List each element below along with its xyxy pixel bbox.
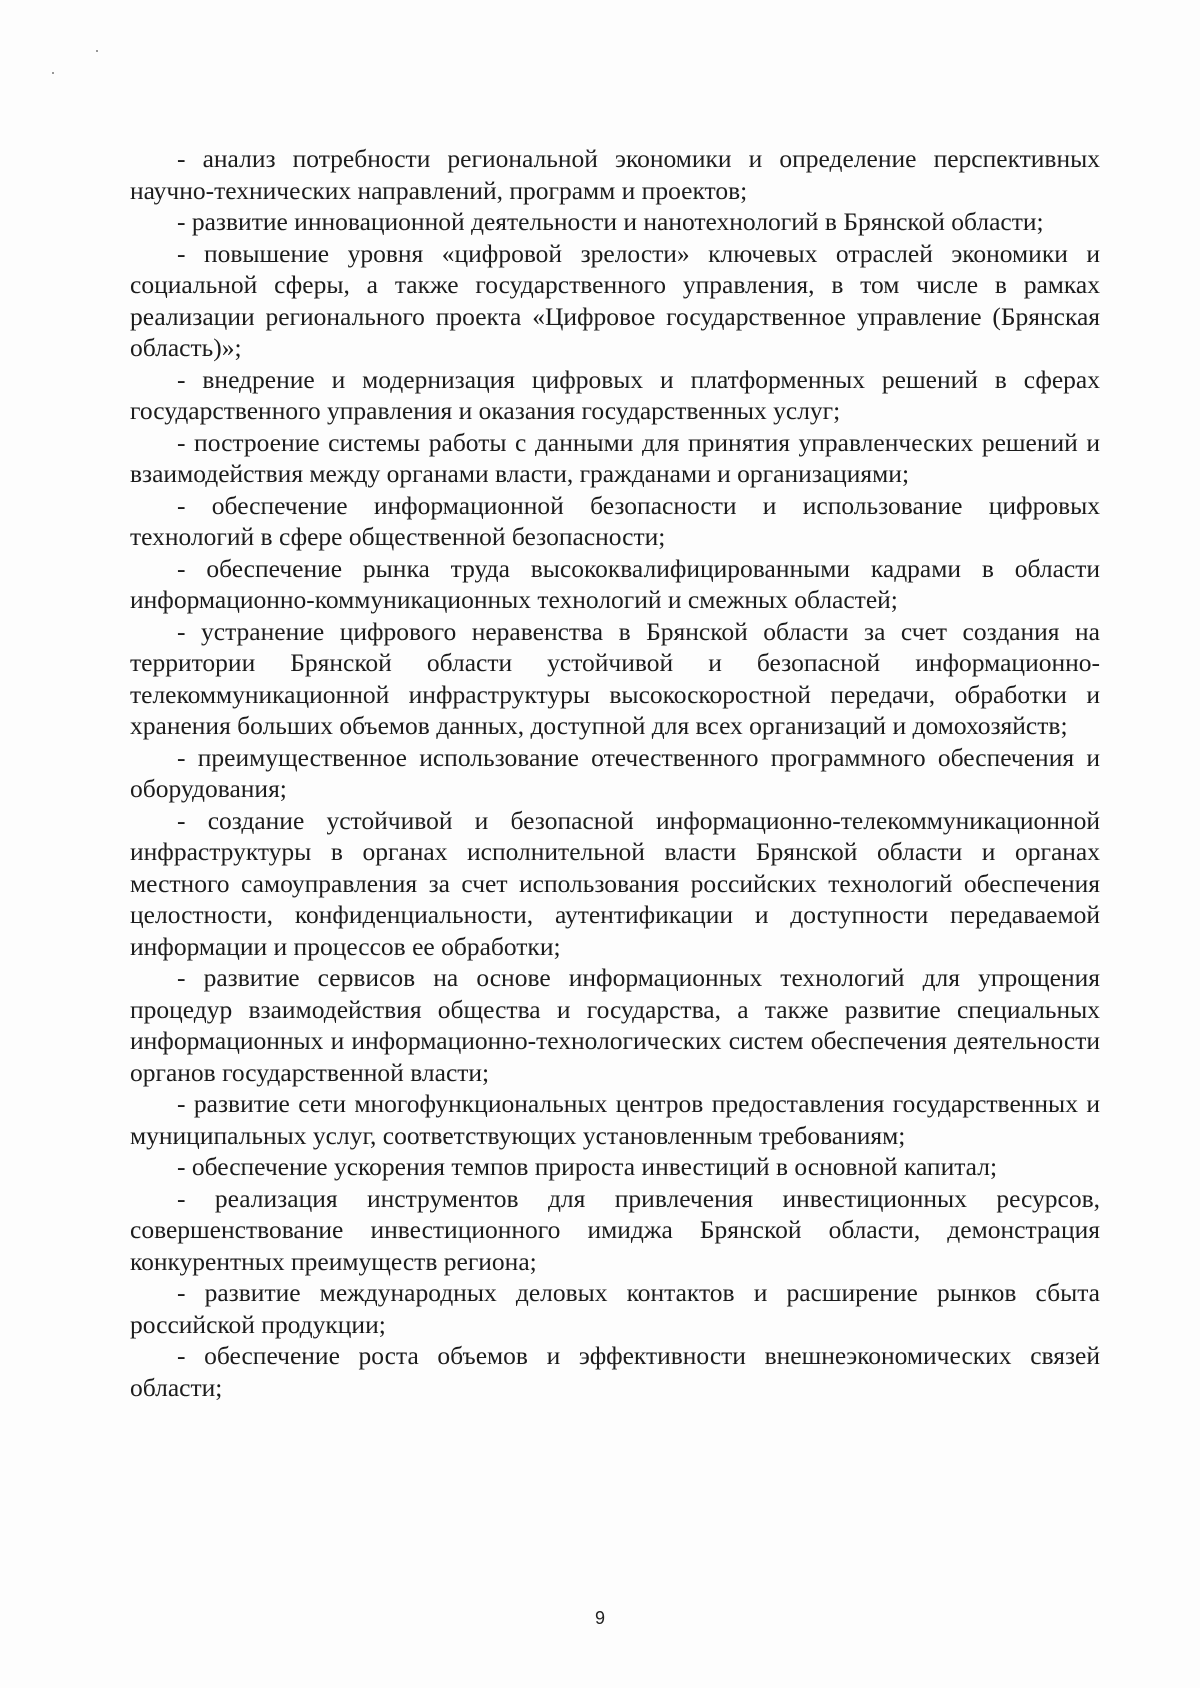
page-number: 9 (594, 1608, 605, 1628)
list-item: - устранение цифрового неравенства в Брянской области за счет создания на территории Брянской области устойчивой и безопасной информационно-телекоммуникационной инфраструктуры высокоскоростной передачи, обработки и хранения больших объемов данных, доступной для всех организаций и домохозяйств; (130, 616, 1100, 740)
list-item: - развитие сети многофункциональных центров предоставления государственных и муниципальных услуг, соответствующих установленным требованиям; (130, 1089, 1100, 1150)
list-item: - внедрение и модернизация цифровых и платформенных решений в сферах государственного управления и оказания государственных услуг; (130, 364, 1100, 425)
list-item: - обеспечение информационной безопасности и использование цифровых технологий в сфере общественной безопасности; (130, 490, 1100, 551)
list-item: - развитие инновационной деятельности и нанотехнологий в Брянской области; (177, 207, 1044, 236)
list-item: - развитие сервисов на основе информационных технологий для упрощения процедур взаимодействия общества и государства, а также развитие специальных информационных и информационно-технологических систем обеспечения деятельности органов государственной власти; (130, 963, 1100, 1087)
list-item: - обеспечение ускорения темпов прироста инвестиций в основной капитал; (177, 1152, 998, 1181)
list-item: - преимущественное использование отечественного программного обеспечения и оборудования; (130, 742, 1100, 803)
list-item: - реализация инструментов для привлечения инвестиционных ресурсов, совершенствование инвестиционного имиджа Брянской области, демонстрация конкурентных преимуществ региона; (130, 1183, 1100, 1276)
list-item: - обеспечение рынка труда высококвалифицированными кадрами в области информационно-коммуникационных технологий и смежных областей; (130, 553, 1100, 614)
list-item: - обеспечение роста объемов и эффективности внешнеэкономических связей области; (130, 1341, 1100, 1402)
list-item: - развитие международных деловых контактов и расширение рынков сбыта российской продукции; (130, 1278, 1100, 1339)
list-item: - создание устойчивой и безопасной информационно-телекоммуникационной инфраструктуры в органах исполнительной власти Брянской области и органах местного самоуправления за счет использования российских технологий обеспечения целостности, конфиденциальности, аутентификации и доступности передаваемой информации и процессов ее обработки; (130, 805, 1100, 961)
list-item: - анализ потребности региональной экономики и определение перспективных научно-технических направлений, программ и проектов; (130, 144, 1100, 205)
list-item: - построение системы работы с данными для принятия управленческих решений и взаимодействия между органами власти, гражданами и организациями; (130, 427, 1100, 488)
list-item: - повышение уровня «цифровой зрелости» ключевых отраслей экономики и социальной сферы, а также государственного управления, в том числе в рамках реализации регионального проекта «Цифровое государственное управление (Брянская область)»; (130, 238, 1100, 362)
scan-speck (52, 72, 54, 74)
scan-speck (96, 50, 98, 52)
document-body (130, 143, 1100, 1403)
